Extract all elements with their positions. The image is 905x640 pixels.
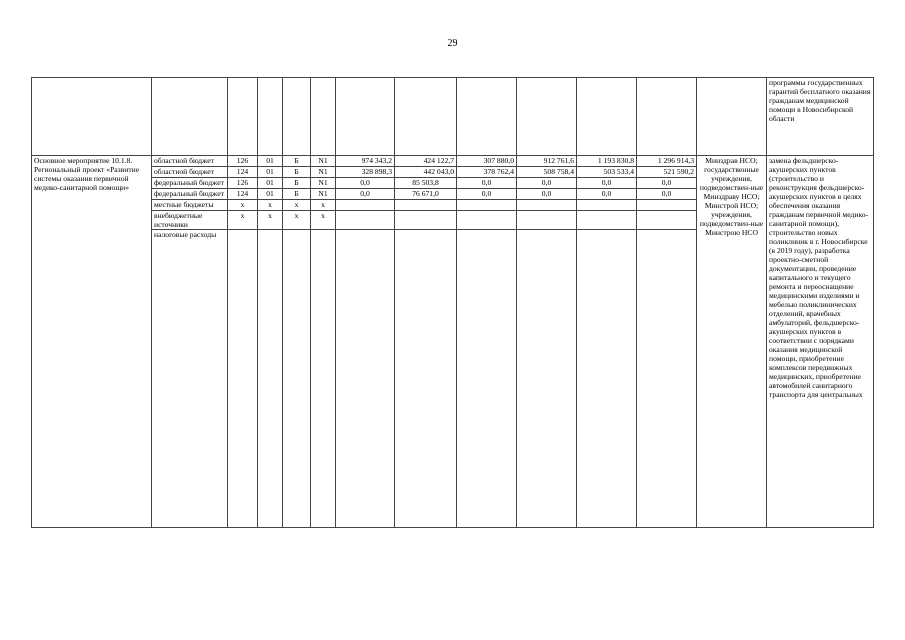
value-cell: 424 122,7 <box>395 156 457 167</box>
value-cell: 0,0 <box>517 189 577 200</box>
value-cell <box>336 230 395 528</box>
value-cell: 521 590,2 <box>637 167 697 178</box>
code-cell: x <box>258 200 283 211</box>
value-cell <box>395 200 457 211</box>
value-cell <box>395 211 457 230</box>
value-cell: 0,0 <box>457 189 517 200</box>
value-cell: 0,0 <box>517 178 577 189</box>
value-cell <box>637 230 697 528</box>
value-cell <box>517 200 577 211</box>
value-cell: 0,0 <box>336 178 395 189</box>
value-cell <box>457 230 517 528</box>
value-cell: 503 533,4 <box>577 167 637 178</box>
code-cell: x <box>228 211 258 230</box>
value-cell <box>577 230 637 528</box>
value-cell: 0,0 <box>336 189 395 200</box>
value-cell <box>577 200 637 211</box>
value-cell: 1 296 914,3 <box>637 156 697 167</box>
value-cell <box>637 211 697 230</box>
code-cell: 01 <box>258 167 283 178</box>
code-cell: 01 <box>258 156 283 167</box>
code-cell: 126 <box>228 178 258 189</box>
code-cell: x <box>283 211 311 230</box>
source-cell: местные бюджеты <box>152 200 228 211</box>
value-cell: 442 043,0 <box>395 167 457 178</box>
code-cell: 01 <box>258 189 283 200</box>
code-cell: N1 <box>311 156 336 167</box>
result-cell: замена фельдшерско-акушерских пунктов (строительство и реконструкция фельдшерско-акушерских пунктов в целях обеспечения оказания гражданам первичной медико-санитарной помощи), строительство новых поликлиник в г. Новосибирске (в 2019 году), разработка проектно-сметной документации, проведение капитального и текущего ремонта и переоснащение медицинскими изделиями и мебелью поликлинических отделений, врачебных амбулаторий, фельдшерско-акушерских пунктов в соответствии с порядками оказания медицинской помощи, приобретение комплексов передвижных медицинских, приобретение автомобилей санитарного транспорта для центральных <box>767 156 874 528</box>
result-note-cell: программы государственных гарантий бесплатного оказания гражданам медицинской помощи в Новосибирской области <box>767 78 874 156</box>
code-cell: Б <box>283 167 311 178</box>
code-cell: 124 <box>228 167 258 178</box>
code-cell: Б <box>283 189 311 200</box>
executor-cell: Минздрав НСО; государственные учреждения, подведомствен-ные Минздраву НСО; Минстрой НСО; учреждения, подведомствен-ные Минстрою НСО <box>697 156 767 528</box>
code-cell: x <box>283 200 311 211</box>
code-cell: 01 <box>258 178 283 189</box>
value-cell: 974 343,2 <box>336 156 395 167</box>
table-row-top <box>32 78 874 156</box>
value-cell: 0,0 <box>577 189 637 200</box>
value-cell: 508 758,4 <box>517 167 577 178</box>
source-cell: областной бюджет <box>152 167 228 178</box>
value-cell: 0,0 <box>637 189 697 200</box>
page-number: 29 <box>447 38 458 49</box>
code-cell: Б <box>283 156 311 167</box>
value-cell: 328 898,3 <box>336 167 395 178</box>
value-cell: 1 193 830,8 <box>577 156 637 167</box>
value-cell <box>457 211 517 230</box>
value-cell <box>637 200 697 211</box>
code-cell: x <box>311 211 336 230</box>
value-cell: 76 671,0 <box>395 189 457 200</box>
value-cell: 378 762,4 <box>457 167 517 178</box>
code-cell: x <box>228 200 258 211</box>
value-cell <box>336 200 395 211</box>
code-cell: Б <box>283 178 311 189</box>
source-cell: внебюджетные источники <box>152 211 228 230</box>
code-cell <box>258 230 283 528</box>
value-cell: 0,0 <box>577 178 637 189</box>
code-cell: N1 <box>311 167 336 178</box>
code-cell <box>311 230 336 528</box>
value-cell <box>517 230 577 528</box>
value-cell <box>336 211 395 230</box>
value-cell: 85 503,8 <box>395 178 457 189</box>
value-cell <box>577 211 637 230</box>
value-cell: 0,0 <box>457 178 517 189</box>
code-cell: 126 <box>228 156 258 167</box>
source-cell: областной бюджет <box>152 156 228 167</box>
code-cell: x <box>311 200 336 211</box>
code-cell: 124 <box>228 189 258 200</box>
code-cell: x <box>258 211 283 230</box>
code-cell: N1 <box>311 178 336 189</box>
code-cell <box>228 230 258 528</box>
source-cell: федеральный бюджет <box>152 189 228 200</box>
table-row <box>32 156 874 167</box>
value-cell: 912 761,6 <box>517 156 577 167</box>
code-cell: N1 <box>311 189 336 200</box>
value-cell <box>457 200 517 211</box>
code-cell <box>283 230 311 528</box>
event-name-cell: Основное мероприятие 10.1.8. Региональный проект «Развитие системы оказания первичной медико-санитарной помощи» <box>32 156 152 528</box>
value-cell <box>517 211 577 230</box>
value-cell: 0,0 <box>637 178 697 189</box>
source-cell: налоговые расходы <box>152 230 228 528</box>
value-cell <box>395 230 457 528</box>
budget-table <box>31 77 874 528</box>
source-cell: федеральный бюджет <box>152 178 228 189</box>
value-cell: 307 880,0 <box>457 156 517 167</box>
